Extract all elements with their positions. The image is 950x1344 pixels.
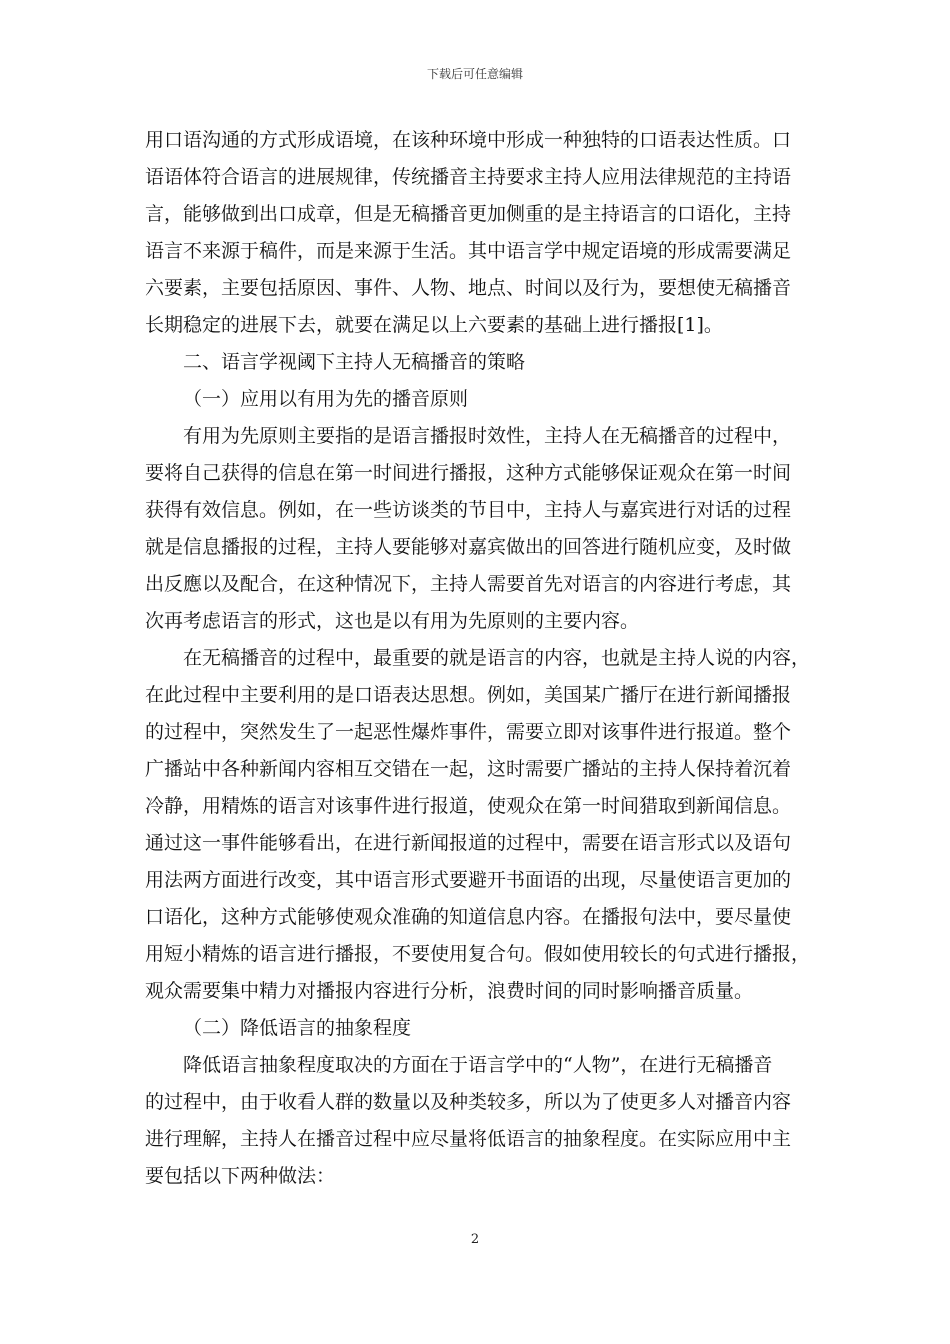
text-line: 获得有效信息。例如，在一些访谈类的节目中，主持人与嘉宾进行对话的过程 <box>145 499 792 521</box>
section-heading: 二、语言学视阈下主持人无稿播音的策略 <box>183 351 526 373</box>
text-line: 语语体符合语言的进展规律，传统播音主持要求主持人应用法律规范的主持语 <box>145 166 792 188</box>
text-line: 要将自己获得的信息在第一时间进行播报，这种方式能够保证观众在第一时间 <box>145 462 792 484</box>
text-line: 次再考虑语言的形式，这也是以有用为先原则的主要内容。 <box>145 610 640 632</box>
text-line: 要包括以下两种做法： <box>145 1165 336 1187</box>
text-line: 的过程中，突然发生了一起恶性爆炸事件，需要立即对该事件进行报道。整个 <box>145 721 792 743</box>
text-line: 六要素，主要包括原因、事件、人物、地点、时间以及行为，要想使无稿播音 <box>145 277 792 299</box>
text-line: 冷静，用精炼的语言对该事件进行报道，使观众在第一时间猎取到新闻信息。 <box>145 795 792 817</box>
text-line: 语言不来源于稿件，而是来源于生活。其中语言学中规定语境的形成需要满足 <box>145 240 792 262</box>
paragraph-first-line: 降低语言抽象程度取决的方面在于语言学中的“人物”，在进行无稿播音 <box>183 1054 773 1076</box>
text-line: 进行理解，主持人在播音过程中应尽量将低语言的抽象程度。在实际应用中主 <box>145 1128 792 1150</box>
text-line: 在此过程中主要利用的是口语表达思想。例如，美国某广播厅在进行新闻播报 <box>145 684 792 706</box>
text-line: 观众需要集中精力对播报内容进行分析，浪费时间的同时影响播音质量。 <box>145 980 754 1002</box>
text-line: 用法两方面进行改变，其中语言形式要避开书面语的出现，尽量使语言更加的 <box>145 869 792 891</box>
subsection-heading: （一）应用以有用为先的播音原则 <box>183 388 469 410</box>
text-line: 用短小精炼的语言进行播报，不要使用复合句。假如使用较长的句式进行播报， <box>145 943 811 965</box>
text-line: 出反應以及配合，在这种情况下，主持人需要首先对语言的内容进行考虑，其 <box>145 573 792 595</box>
text-line: 口语化，这种方式能够使观众准确的知道信息内容。在播报句法中，要尽量使 <box>145 906 792 928</box>
text-line: 长期稳定的进展下去，就要在满足以上六要素的基础上进行播报[1]。 <box>145 314 723 336</box>
text-line: 就是信息播报的过程，主持人要能够对嘉宾做出的回答进行随机应变，及时做 <box>145 536 792 558</box>
text-line: 通过这一事件能够看出，在进行新闻报道的过程中，需要在语言形式以及语句 <box>145 832 792 854</box>
text-line: 的过程中，由于收看人群的数量以及种类较多，所以为了使更多人对播音内容 <box>145 1091 792 1113</box>
subsection-heading: （二）降低语言的抽象程度 <box>183 1017 412 1039</box>
page-number: 2 <box>470 1232 480 1247</box>
page-header: 下载后可任意编辑 <box>426 67 523 81</box>
text-line: 广播站中各种新闻内容相互交错在一起，这时需要广播站的主持人保持着沉着 <box>145 758 792 780</box>
paragraph-first-line: 在无稿播音的过程中，最重要的就是语言的内容，也就是主持人说的内容， <box>183 647 811 669</box>
paragraph-first-line: 有用为先原则主要指的是语言播报时效性，主持人在无稿播音的过程中， <box>183 425 792 447</box>
text-line: 言，能够做到出口成章，但是无稿播音更加侧重的是主持语言的口语化，主持 <box>145 203 792 225</box>
text-line: 用口语沟通的方式形成语境，在该种环境中形成一种独特的口语表达性质。口 <box>145 129 792 151</box>
